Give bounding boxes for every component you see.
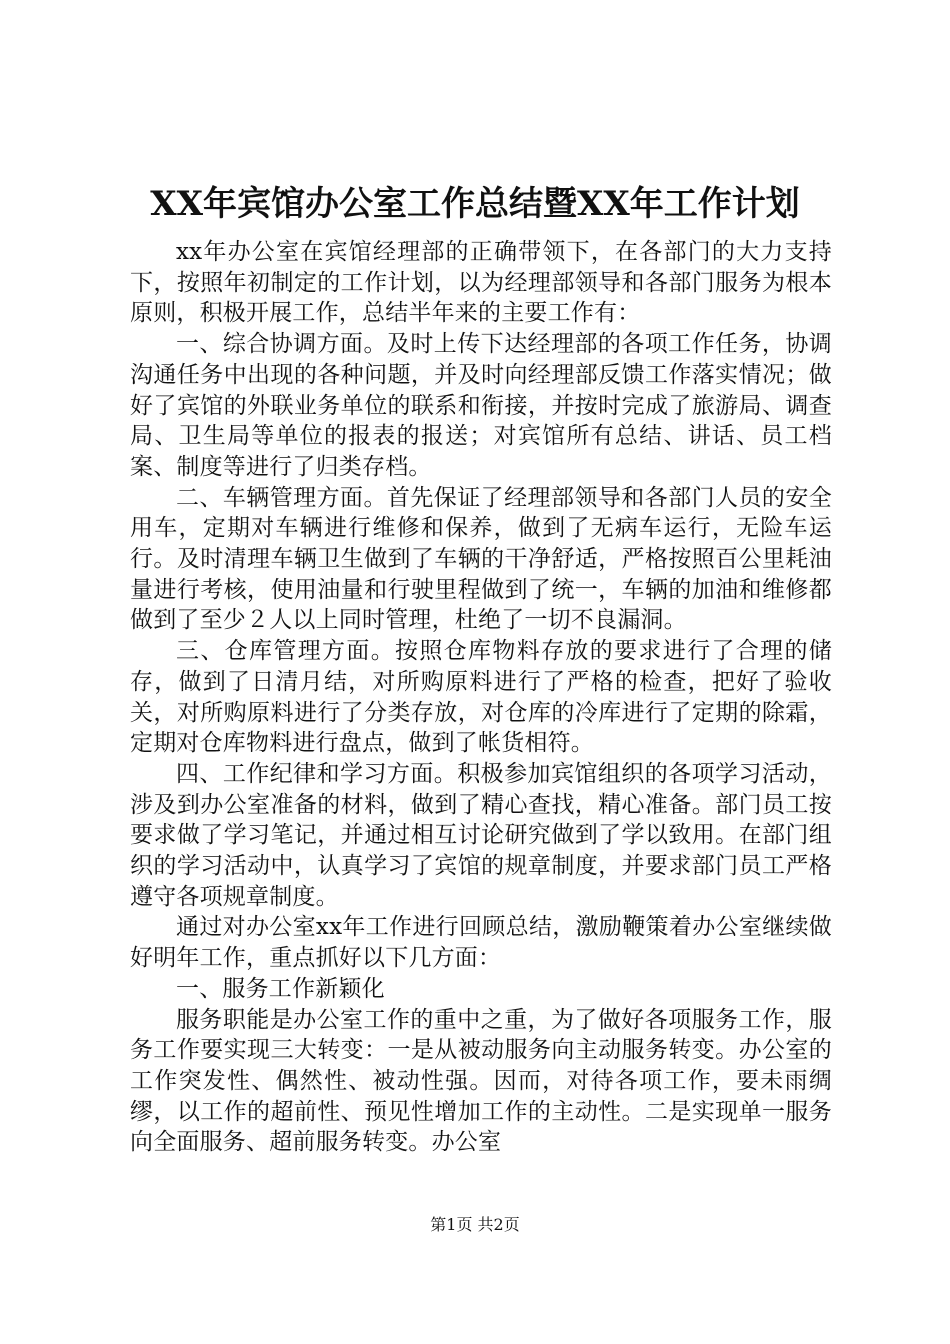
paragraph-warehouse-management: 三、仓库管理方面。按照仓库物料存放的要求进行了合理的储存，做到了日清月结，对所购原料进行了严格的检查，把好了验收关，对所购原料进行了分类存放，对仓库的冷库进行了定期的除霜，定期对仓库物料进行盘点，做到了帐货相符。 xyxy=(130,638,832,757)
paragraph-intro: xx年办公室在宾馆经理部的正确带领下，在各部门的大力支持下，按照年初制定的工作计划，以为经理部领导和各部门服务为根本原则，积极开展工作，总结半年来的主要工作有： xyxy=(130,239,832,327)
paragraph-review-summary: 通过对办公室xx年工作进行回顾总结，激励鞭策着办公室继续做好明年工作，重点抓好以下几方面： xyxy=(130,914,832,972)
page-number-footer: 第1页 共2页 xyxy=(430,1215,520,1234)
document-title: XX年宾馆办公室工作总结暨XX年工作计划 xyxy=(150,184,800,224)
paragraph-service-function: 服务职能是办公室工作的重中之重，为了做好各项服务工作，服务工作要实现三大转变：一是从被动服务向主动服务转变。办公室的工作突发性、偶然性、被动性强。因而，对待各项工作，要未雨绸缪，以工作的超前性、预见性增加工作的主动性。二是实现单一服务向全面服务、超前服务转变。办公室 xyxy=(130,1006,832,1156)
paragraph-coordination: 一、综合协调方面。及时上传下达经理部的各项工作任务，协调沟通任务中出现的各种问题，并及时向经理部反馈工作落实情况；做好了宾馆的外联业务单位的联系和衔接，并按时完成了旅游局、调查局、卫生局等单位的报表的报送；对宾馆所有总结、讲话、员工档案、制度等进行了归类存档。 xyxy=(130,331,832,480)
paragraph-vehicle-management: 二、车辆管理方面。首先保证了经理部领导和各部门人员的安全用车，定期对车辆进行维修和保养，做到了无病车运行，无险车运行。及时清理车辆卫生做到了车辆的干净舒适，严格按照百公里耗油量进行考核，使用油量和行驶里程做到了统一，车辆的加油和维修都做到了至少２人以上同时管理，杜绝了一切不良漏洞。 xyxy=(130,484,832,634)
section-heading-service: 一、服务工作新颖化 xyxy=(176,975,385,1002)
document-body xyxy=(130,237,832,1158)
paragraph-discipline-study: 四、工作纪律和学习方面。积极参加宾馆组织的各项学习活动，涉及到办公室准备的材料，做到了精心查找，精心准备。部门员工按要求做了学习笔记，并通过相互讨论研究做到了学以致用。在部门组织的学习活动中，认真学习了宾馆的规章制度，并要求部门员工严格遵守各项规章制度。 xyxy=(130,760,832,910)
